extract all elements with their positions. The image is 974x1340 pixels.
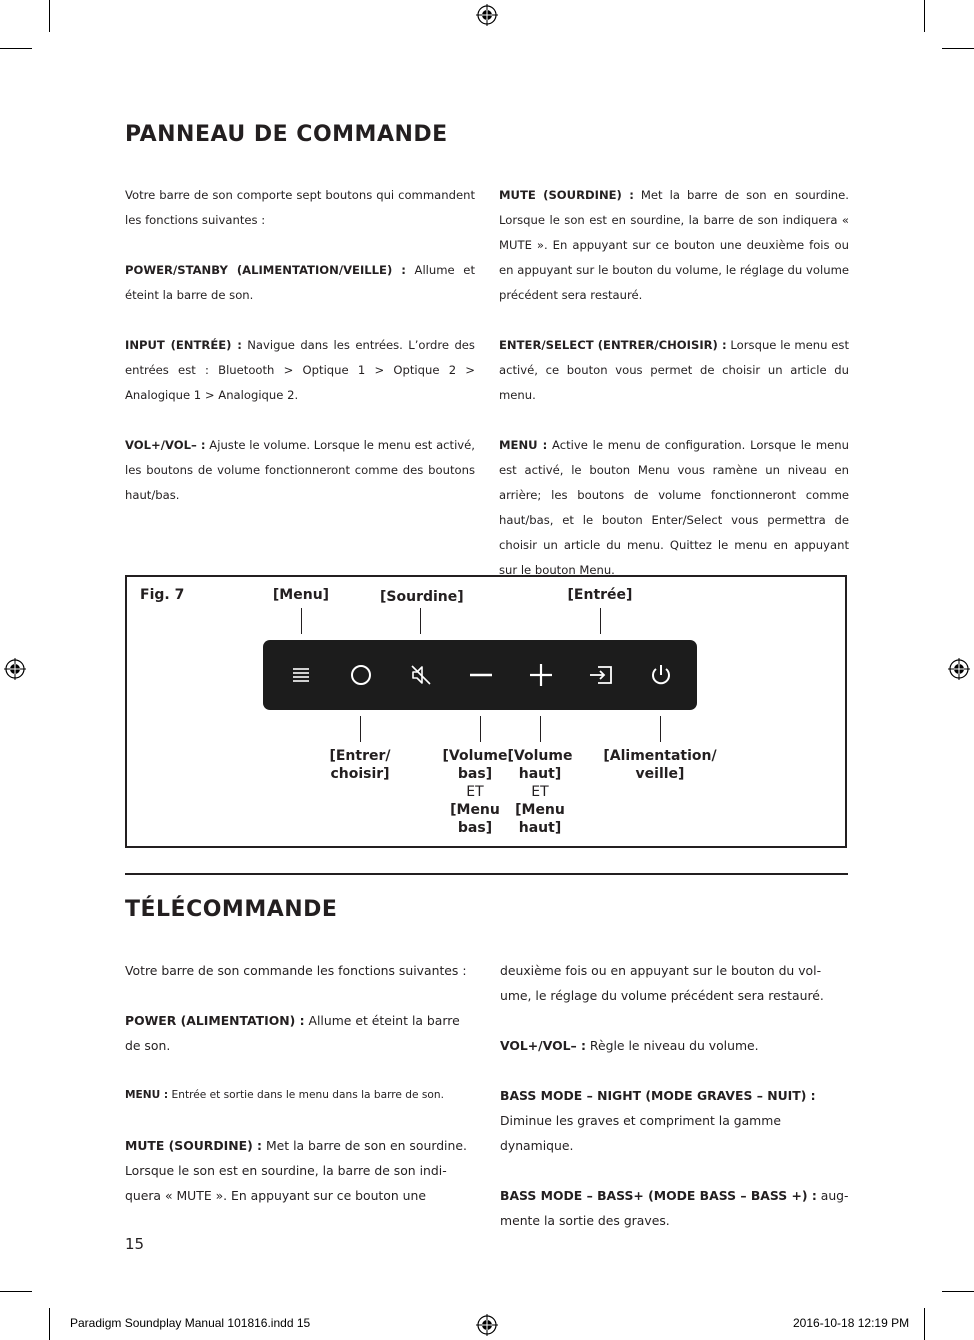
slug-date: 2016-10-18 12:19 PM bbox=[793, 1316, 910, 1330]
crop-mark bbox=[924, 1308, 925, 1340]
remote-night-item: BASS MODE – NIGHT (MODE GRAVES – NUIT) : Diminue les graves et compriment la gamme dynamique. bbox=[500, 1088, 816, 1153]
crop-mark bbox=[942, 48, 974, 49]
input-icon bbox=[588, 663, 614, 687]
remote-intro: Votre barre de son commande les fonctions suivantes : bbox=[125, 963, 467, 978]
label-menu: [Menu] bbox=[272, 587, 330, 603]
remote-left-column bbox=[125, 958, 475, 1233]
remote-volume-item: VOL+/VOL– : Règle le niveau du volume. bbox=[500, 1038, 759, 1053]
remote-mute-continued: deuxième fois ou en appuyant sur le bouton du vol-ume, le réglage du volume précédent sera restauré. bbox=[500, 963, 824, 1003]
leader-line bbox=[600, 608, 601, 634]
remote-mute-item: MUTE (SOURDINE) : Met la barre de son en sourdine. Lorsque le son est en sourdine, la barre de son indi-quera « MUTE ». En appuyant sur ce bouton une bbox=[125, 1138, 467, 1203]
leader-line bbox=[420, 608, 421, 634]
menu-icon bbox=[291, 665, 311, 685]
remote-right-column bbox=[500, 958, 850, 1258]
label-volume-up: [Volume haut] ET [Menu haut] bbox=[507, 748, 573, 836]
leader-line bbox=[540, 716, 541, 742]
crop-mark bbox=[942, 1291, 974, 1292]
page-number: 15 bbox=[125, 1235, 145, 1253]
registration-mark-icon bbox=[948, 658, 970, 680]
label-volume-down: [Volume bas] ET [Menu bas] bbox=[442, 748, 508, 836]
control-panel-right-column bbox=[499, 183, 849, 608]
slug-filename: Paradigm Soundplay Manual 101816.indd 15 bbox=[70, 1316, 311, 1330]
crop-mark bbox=[0, 1291, 32, 1292]
plus-icon bbox=[529, 663, 553, 687]
power-icon bbox=[649, 663, 673, 687]
section-title-control-panel: PANNEAU DE COMMANDE bbox=[125, 122, 448, 147]
registration-mark-icon bbox=[4, 658, 26, 680]
input-item: INPUT (ENTRÉE) : Navigue dans les entrées. L’ordre des entrées est : Bluetooth > Optique 1 > Optique 2 > Analogique 1 > Analogique 2. bbox=[125, 338, 475, 402]
label-input: [Entrée] bbox=[567, 587, 633, 603]
registration-mark-icon bbox=[476, 1314, 498, 1336]
leader-line bbox=[301, 608, 302, 634]
registration-mark-icon bbox=[476, 4, 498, 26]
panel-menu-button[interactable] bbox=[271, 640, 331, 710]
control-panel-intro: Votre barre de son comporte sept boutons qui commandent les fonctions suivantes : bbox=[125, 188, 475, 227]
figure-label: Fig. 7 bbox=[140, 587, 185, 603]
enter-select-item: ENTER/SELECT (ENTRER/CHOISIR) : Lorsque le menu est activé, ce bouton vous permet de choisir un article du menu. bbox=[499, 338, 849, 402]
control-panel-left-column bbox=[125, 183, 475, 533]
label-power-standby: [Alimentation/ veille] bbox=[603, 748, 717, 782]
panel-volume-up-button[interactable] bbox=[511, 640, 571, 710]
panel-enter-button[interactable] bbox=[331, 640, 391, 710]
crop-mark bbox=[0, 48, 32, 49]
volume-item: VOL+/VOL– : Ajuste le volume. Lorsque le menu est activé, les boutons de volume fonctionneront comme des boutons haut/bas. bbox=[125, 438, 475, 502]
power-standby-item: POWER/STANBY (ALIMENTATION/VEILLE) : Allume et éteint la barre de son. bbox=[125, 263, 475, 302]
enter-circle-icon bbox=[349, 663, 373, 687]
remote-menu-item: MENU : Entrée et sortie dans le menu dans la barre de son. bbox=[125, 1089, 444, 1101]
label-mute: [Sourdine] bbox=[380, 589, 464, 605]
remote-power-item: POWER (ALIMENTATION) : Allume et éteint la barre de son. bbox=[125, 1013, 460, 1053]
menu-item: MENU : Active le menu de configuration. Lorsque le menu est activé, le bouton Menu vous ramène un niveau en arrière; les boutons de volume fonctionneront comme haut/bas, et le bouton Enter/Select vous permettra de choisir un article du menu. Quittez le menu en appuyant sur le bouton Menu. bbox=[499, 438, 849, 577]
leader-line bbox=[660, 716, 661, 742]
crop-mark bbox=[49, 0, 50, 32]
leader-line bbox=[480, 716, 481, 742]
section-divider bbox=[125, 873, 848, 875]
crop-mark bbox=[49, 1308, 50, 1340]
soundbar-control-panel bbox=[263, 640, 697, 710]
crop-mark bbox=[924, 0, 925, 32]
minus-icon bbox=[469, 663, 493, 687]
mute-icon bbox=[409, 663, 433, 687]
panel-power-button[interactable] bbox=[631, 640, 691, 710]
label-enter-select: [Entrer/ choisir] bbox=[329, 748, 391, 782]
leader-line bbox=[360, 716, 361, 742]
remote-bass-item: BASS MODE – BASS+ (MODE BASS – BASS +) : aug-mente la sortie des graves. bbox=[500, 1188, 849, 1228]
panel-volume-down-button[interactable] bbox=[451, 640, 511, 710]
panel-mute-button[interactable] bbox=[391, 640, 451, 710]
panel-input-button[interactable] bbox=[571, 640, 631, 710]
mute-item: MUTE (SOURDINE) : Met la barre de son en sourdine. Lorsque le son est en sourdine, la barre de son indiquera « MUTE ». En appuyant sur ce bouton une deuxième fois ou en appuyant sur le bouton du volume, le réglage du volume précédent sera restauré. bbox=[499, 188, 849, 302]
section-title-remote: TÉLÉCOMMANDE bbox=[125, 897, 338, 922]
